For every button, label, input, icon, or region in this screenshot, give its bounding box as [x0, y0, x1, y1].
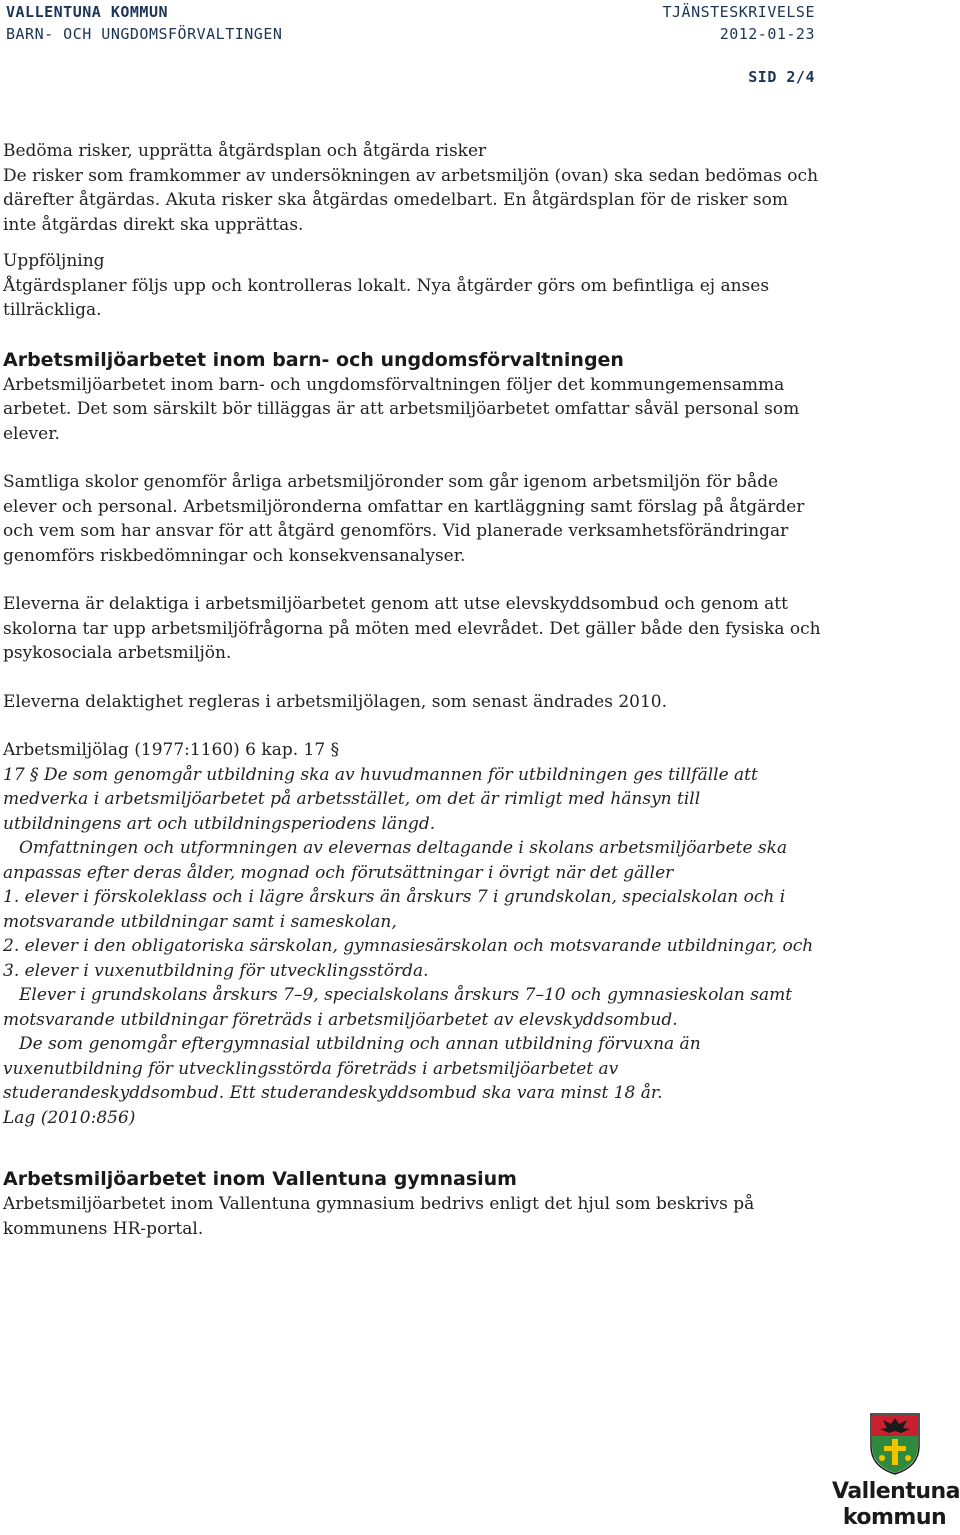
header-org: VALLENTUNA KOMMUN: [6, 3, 169, 21]
logo-text-vallentuna: Vallentuna: [832, 1479, 960, 1504]
law-text-6: Elever i grundskolans årskurs 7–9, specialskolans årskurs 7–10 och gymnasieskolan samt motsvarande utbildningar företräds i arbetsmiljöarbetet av elevskyddsombud.: [3, 985, 793, 1030]
heading-buf: Arbetsmiljöarbetet inom barn- och ungdomsförvaltningen: [3, 348, 624, 371]
buf-paragraph-2: Samtliga skolor genomför årliga arbetsmiljöronder som går igenom arbetsmiljön för både elever och personal. Arbetsmiljöronderna omfattar en kartläggning samt förslag på åtgärder och vem som har ansvar för att åtgärd genomförs. Vid planerade verksamhetsförändringar genomförs riskbedömningar och konsekvensanalyser.: [3, 472, 805, 566]
law-text-7: De som genomgår eftergymnasial utbildning och annan utbildning förvuxna än vuxenutbildning för utvecklingsstörda företräds i arbetsmiljöarbetet av studerandeskyddsombud. Ett studerandeskyddsombud ska vara minst 18 år.: [3, 1034, 701, 1103]
section-risk-title: Bedöma risker, upprätta åtgärdsplan och åtgärda risker: [3, 141, 487, 161]
section-risk-text: De risker som framkommer av undersökningen av arbetsmiljön (ovan) ska sedan bedömas och därefter åtgärdas. Akuta risker ska åtgärdas omedelbart. En åtgärdsplan för de risker som inte åtgärdas direkt ska upprättas.: [3, 165, 819, 235]
header-doc-type: TJÄNSTESKRIVELSE: [662, 3, 815, 21]
law-text-5: 3. elever i vuxenutbildning för utvecklingsstörda.: [3, 960, 429, 981]
header-department: BARN- OCH UNGDOMSFÖRVALTINGEN: [6, 25, 283, 43]
law-text-8: Lag (2010:856): [3, 1107, 136, 1128]
page-number: SID 2/4: [748, 68, 815, 86]
law-text-3: 1. elever i förskoleklass och i lägre årskurs än årskurs 7 i grundskolan, specialskolan och i motsvarande utbildningar samt i sameskolan,: [3, 887, 786, 932]
law-text-2: Omfattningen och utformningen av elevernas deltagande i skolans arbetsmiljöarbete ska anpassas efter deras ålder, mognad och förutsättningar i övrigt när det gäller: [3, 838, 788, 883]
vallentuna-logo: [832, 1412, 960, 1532]
gymnasium-paragraph: Arbetsmiljöarbetet inom Vallentuna gymnasium bedrivs enligt det hjul som beskrivs på kommunens HR-portal.: [3, 1194, 755, 1239]
law-text-4: 2. elever i den obligatoriska särskolan, gymnasiesärskolan och motsvarande utbildningar, och: [3, 936, 814, 956]
logo-text-kommun: kommun: [842, 1505, 947, 1530]
header-date: 2012-01-23: [719, 25, 815, 43]
document-body: [3, 139, 823, 1241]
section-followup-title: Uppföljning: [3, 251, 105, 271]
section-followup-text: Åtgärdsplaner följs upp och kontrolleras lokalt. Nya åtgärder görs om befintliga ej anses tillräckliga.: [3, 275, 770, 320]
crest-icon: [868, 1412, 922, 1476]
buf-paragraph-4: Eleverna delaktighet regleras i arbetsmiljölagen, som senast ändrades 2010.: [3, 691, 668, 712]
law-text-1: 17 § De som genomgår utbildning ska av huvudmannen för utbildningen ges tillfälle att medverka i arbetsmiljöarbetet på arbetsstället, om det är rimligt med hänsyn till utbildningens art och utbildningsperiodens längd.: [3, 764, 758, 834]
buf-paragraph-3: Eleverna är delaktiga i arbetsmiljöarbetet genom att utse elevskyddsombud och genom att skolorna tar upp arbetsmiljöfrågorna på möten med elevrådet. Det gäller både den fysiska och psykosociala arbetsmiljön.: [3, 594, 821, 663]
heading-gymnasium: Arbetsmiljöarbetet inom Vallentuna gymnasium: [3, 1168, 517, 1190]
buf-paragraph-1: Arbetsmiljöarbetet inom barn- och ungdomsförvaltningen följer det kommungemensamma arbetet. Det som särskilt bör tilläggas är att arbetsmiljöarbetet omfattar såväl personal som elever.: [3, 374, 800, 444]
law-reference: Arbetsmiljölag (1977:1160) 6 kap. 17 §: [3, 740, 340, 760]
